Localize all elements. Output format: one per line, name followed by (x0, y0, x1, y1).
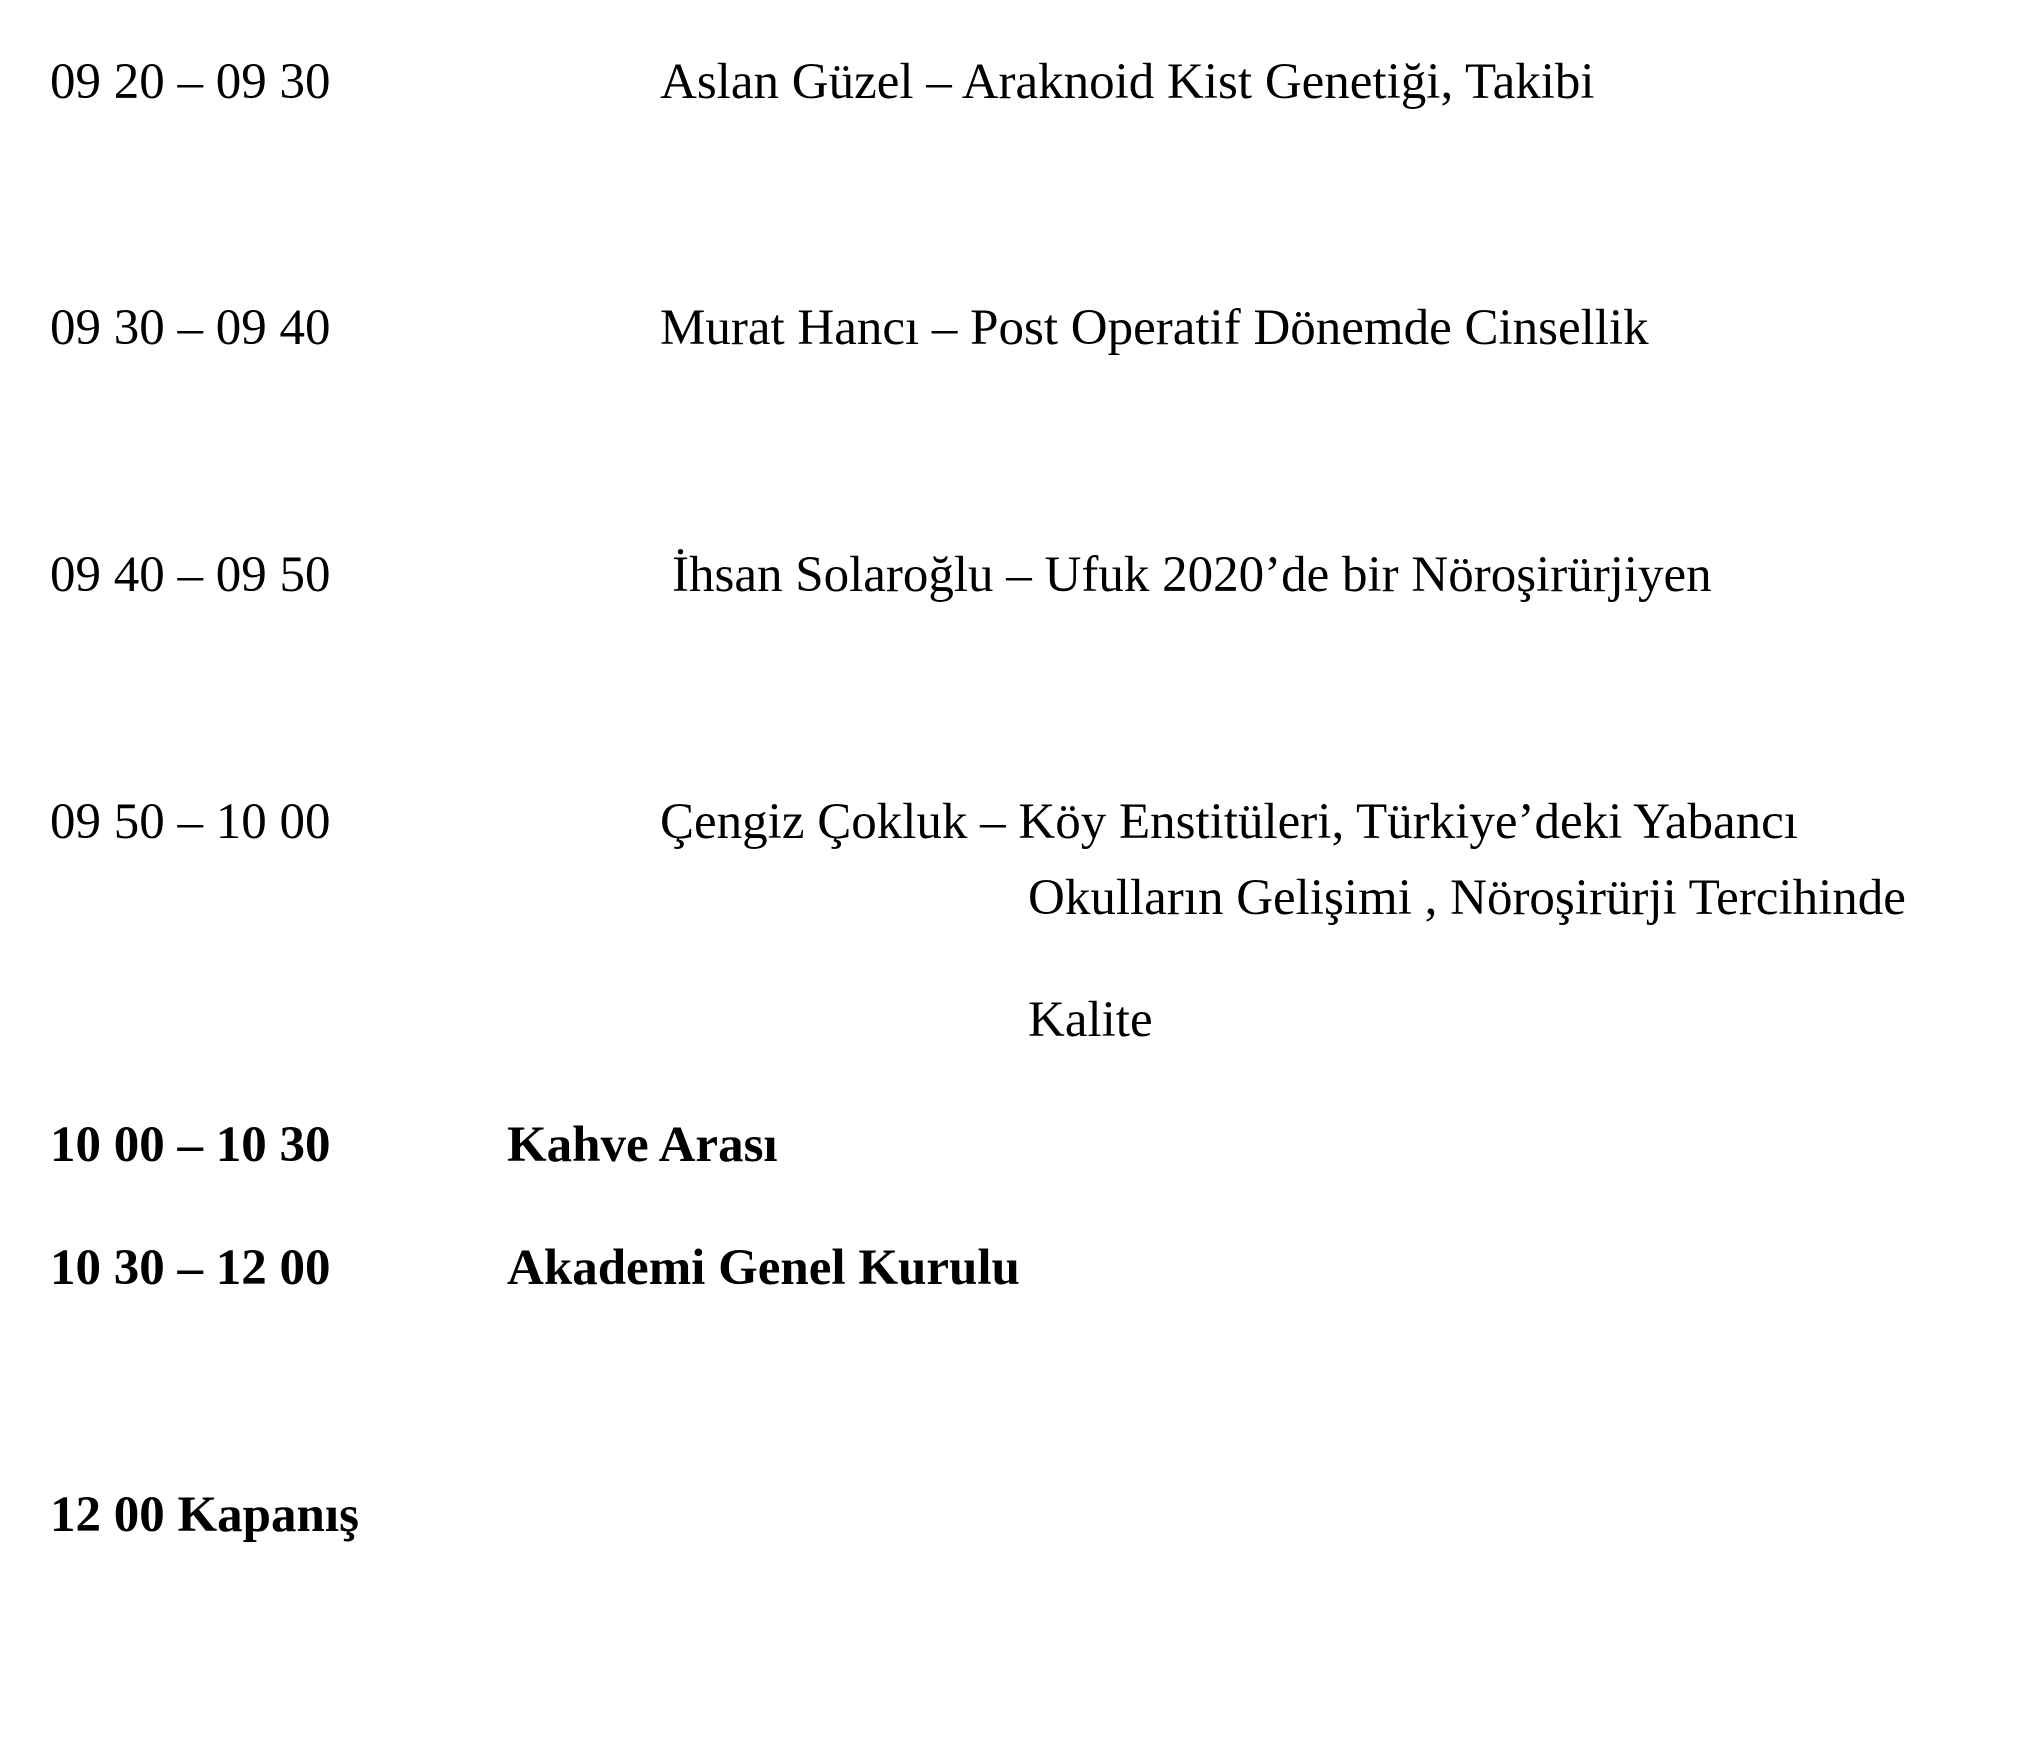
break-title: Kahve Arası (507, 1117, 778, 1173)
session-time: 09 40 – 09 50 (50, 547, 331, 603)
break-time: 10 00 – 10 30 (50, 1117, 331, 1173)
session-time: 09 20 – 09 30 (50, 54, 331, 110)
session-talk: İhsan Solaroğlu – Ufuk 2020’de bir Nöroşirürjiyen (672, 547, 1712, 603)
session-talk: Aslan Güzel – Araknoid Kist Genetiği, Takibi (660, 54, 1595, 110)
session-time: 09 50 – 10 00 (50, 794, 331, 850)
break-time: 10 30 – 12 00 (50, 1240, 331, 1296)
session-talk-continuation: Kalite (1028, 992, 1153, 1048)
closing-line: 12 00 Kapanış (50, 1487, 359, 1543)
session-talk-continuation: Okulların Gelişimi , Nöroşirürji Tercihinde (1028, 870, 1906, 926)
break-title: Akademi Genel Kurulu (507, 1240, 1020, 1296)
session-time: 09 30 – 09 40 (50, 300, 331, 356)
session-talk: Murat Hancı – Post Operatif Dönemde Cinsellik (660, 300, 1649, 356)
session-talk: Çengiz Çokluk – Köy Enstitüleri, Türkiye’deki Yabancı (660, 794, 1798, 850)
